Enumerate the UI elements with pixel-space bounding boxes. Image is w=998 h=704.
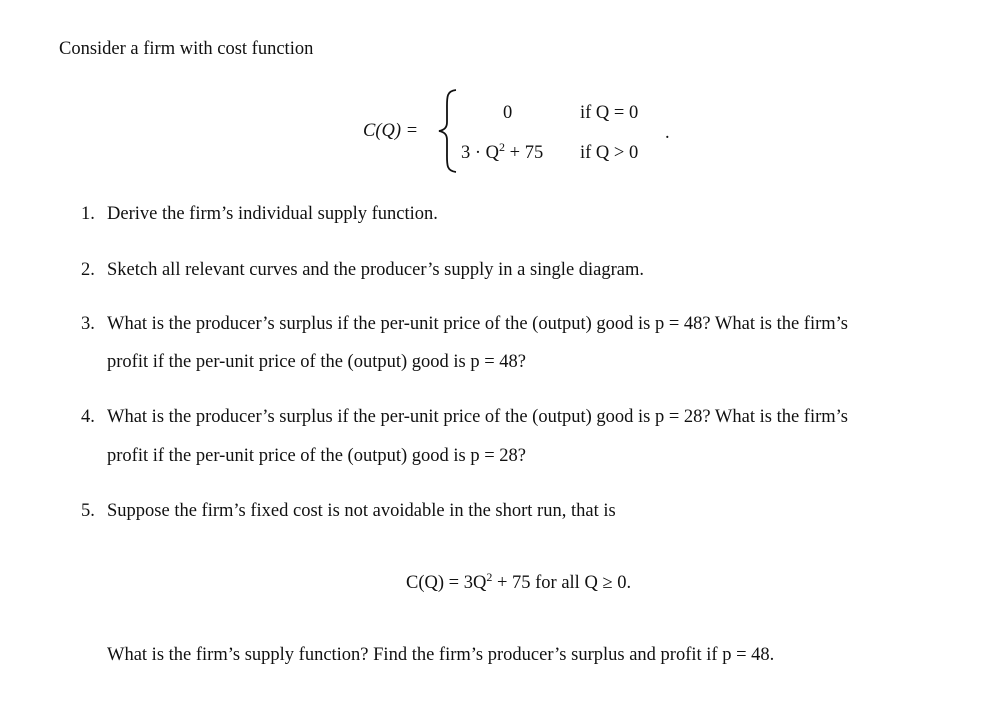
question-2-number: 2. <box>81 260 95 280</box>
cost-function-2-tail: + 75 for all Q ≥ 0. <box>492 573 632 593</box>
case1-condition: if Q = 0 <box>580 103 639 123</box>
question-1-number: 1. <box>81 204 95 224</box>
question-4-text-line2: profit if the per-unit price of the (output) good is p = 28? <box>107 446 527 466</box>
cost-function-lhs: C(Q) = <box>363 121 419 141</box>
case2-condition: if Q > 0 <box>580 143 639 163</box>
question-5-text: Suppose the firm’s fixed cost is not avoidable in the short run, that is <box>107 501 616 521</box>
question-3-number: 3. <box>81 314 95 334</box>
case1-value: 0 <box>503 103 513 123</box>
intro-text: Consider a firm with cost function <box>59 39 314 59</box>
case2-tail: + 75 <box>505 143 544 163</box>
question-2-text: Sketch all relevant curves and the producer’s supply in a single diagram. <box>107 260 645 280</box>
case2-exponent: 2 <box>499 140 506 154</box>
question-3-text-line1: What is the producer’s surplus if the per-unit price of the (output) good is p = 48? What is the firm’s <box>107 314 848 334</box>
final-question-text: What is the firm’s supply function? Find the firm’s producer’s surplus and profit if p = 48. <box>107 645 775 665</box>
question-4-number: 4. <box>81 407 95 427</box>
cost-function-2-exponent: 2 <box>486 570 493 584</box>
case2-base: 3 · Q <box>461 143 500 163</box>
question-1-text: Derive the firm’s individual supply function. <box>107 204 438 224</box>
question-3-text-line2: profit if the per-unit price of the (output) good is p = 48? <box>107 352 527 372</box>
left-brace-icon <box>436 88 460 174</box>
cost-function-2-base: C(Q) = 3Q <box>406 573 487 593</box>
question-5-number: 5. <box>81 501 95 521</box>
cost-function-2 <box>406 570 632 593</box>
equation-period: . <box>665 123 670 143</box>
question-4-text-line1: What is the producer’s surplus if the per-unit price of the (output) good is p = 28? What is the firm’s <box>107 407 848 427</box>
case2-value <box>461 140 544 163</box>
